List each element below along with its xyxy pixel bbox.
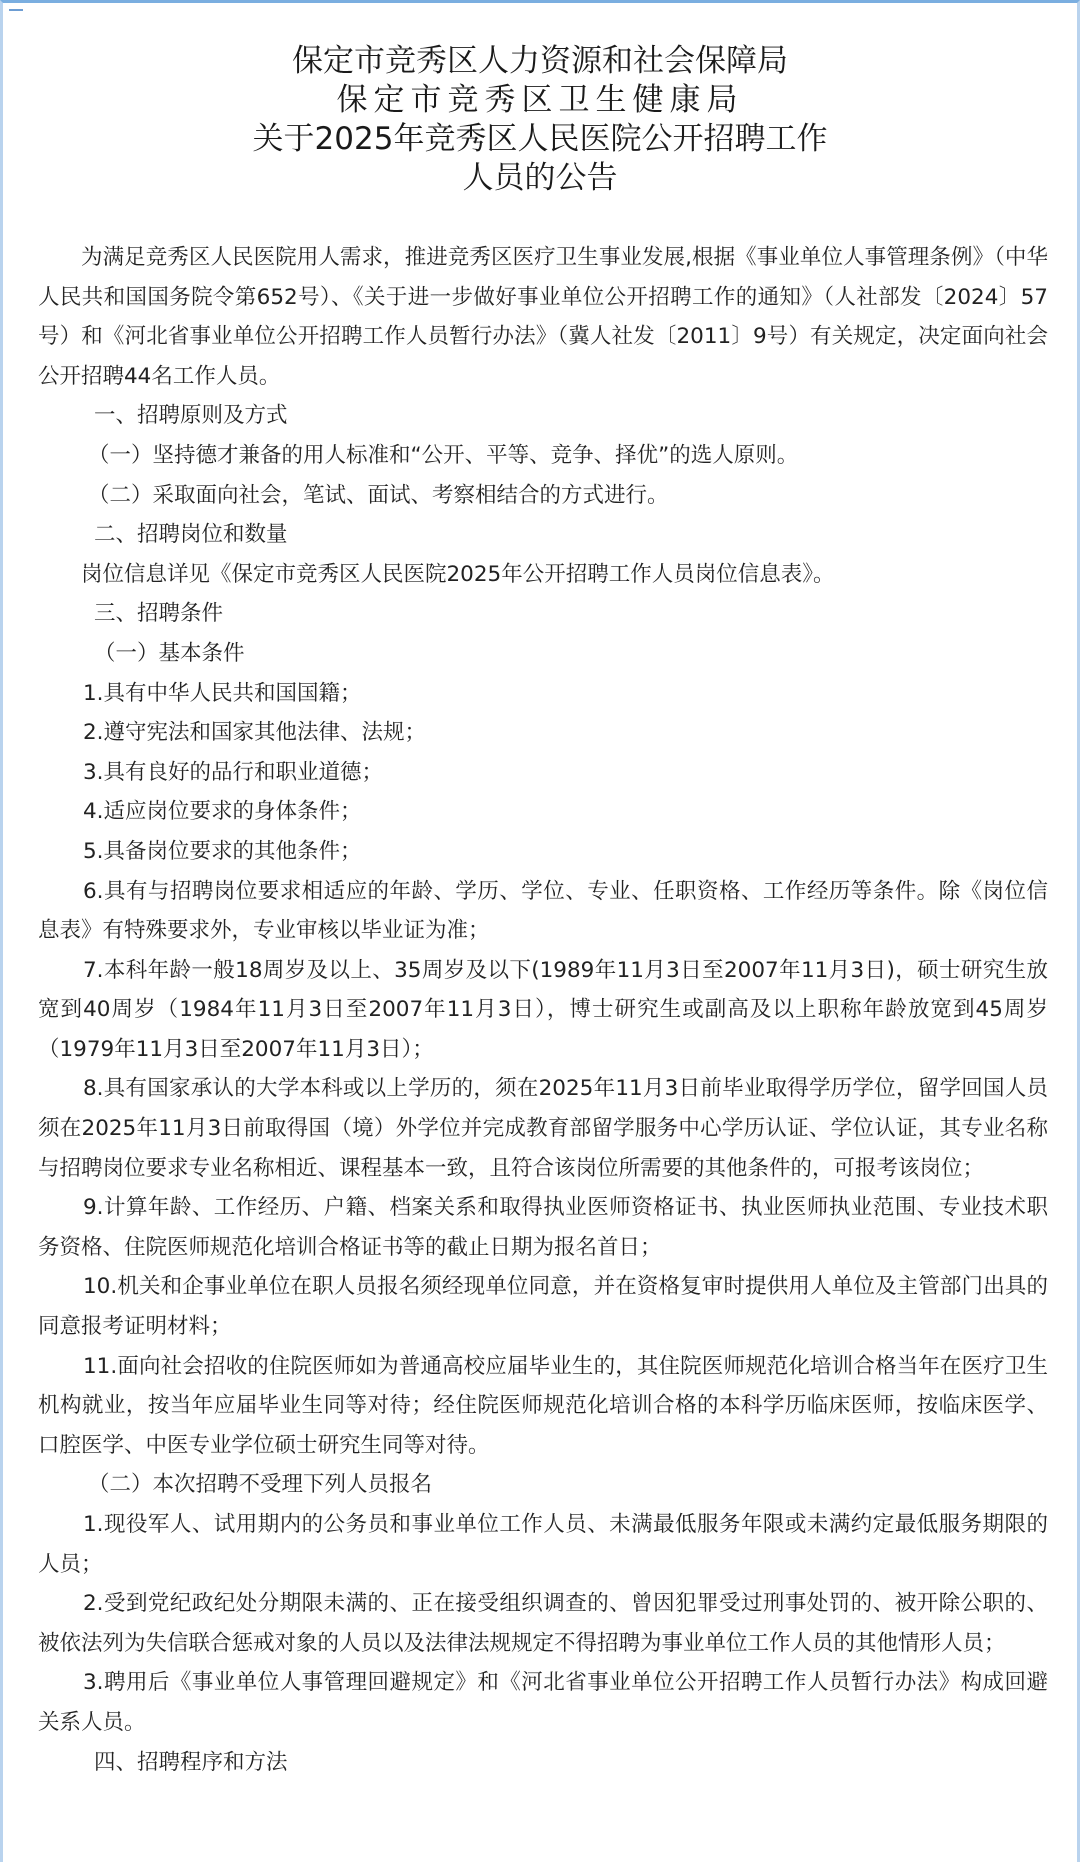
condition-item: 10.机关和企事业单位在职人员报名须经现单位同意，并在资格复审时提供用人单位及主管部门出具的同意报考证明材料； bbox=[38, 1274, 1048, 1340]
exclusion-item: 1.现役军人、试用期内的公务员和事业单位工作人员、未满最低服务年限或未满约定最低服务期限的人员； bbox=[38, 1512, 1048, 1577]
subsection-heading-exclusions: （二）本次招聘不受理下列人员报名 bbox=[88, 1472, 433, 1498]
principle-item: （二）采取面向社会，笔试、面试、考察相结合的方式进行。 bbox=[88, 482, 669, 508]
section-heading-conditions: 三、招聘条件 bbox=[94, 601, 224, 627]
condition-item: 7.本科年龄一般18周岁及以上、35周岁及以下(1989年11月3日至2007年11月3日)，硕士研究生放宽到40周岁（1984年11月3日至2007年11月3日），博士研究生或副高及以上职称年龄放宽到45周岁（1979年11月3日至2007年11月3日）； bbox=[38, 957, 1048, 1062]
condition-item: 3.具有良好的品行和职业道德； bbox=[83, 759, 384, 785]
condition-item: 9.计算年龄、工作经历、户籍、档案关系和取得执业医师资格证书、执业医师执业范围、专业技术职务资格、住院医师规范化培训合格证书等的截止日期为报名首日； bbox=[38, 1195, 1048, 1260]
title-line-issuer-hr: 保定市竞秀区人力资源和社会保障局 bbox=[292, 43, 788, 79]
subsection-heading-basic: （一）基本条件 bbox=[94, 640, 245, 666]
title-line-subject: 关于2025年竞秀区人民医院公开招聘工作 bbox=[252, 121, 828, 157]
condition-item: 11.面向社会招收的住院医师如为普通高校应届毕业生的，其住院医师规范化培训合格当年在医疗卫生机构就业，按当年应届毕业生同等对待；经住院医师规范化培训合格的本科学历临床医师，按临床医学、口腔医学、中医专业学位硕士研究生同等对待。 bbox=[38, 1353, 1048, 1458]
exclusion-item: 2.受到党纪政纪处分期限未满的、正在接受组织调查的、曾因犯罪受过刑事处罚的、被开除公职的、被依法列为失信联合惩戒对象的人员以及法律法规规定不得招聘为事业单位工作人员的其他情形人员； bbox=[38, 1591, 1048, 1656]
announcement-body bbox=[38, 238, 1048, 1782]
section-heading-procedure: 四、招聘程序和方法 bbox=[94, 1749, 288, 1775]
condition-item: 8.具有国家承认的大学本科或以上学历的，须在2025年11月3日前毕业取得学历学位，留学回国人员须在2025年11月3日前取得国（境）外学位并完成教育部留学服务中心学历认证、学位认证，其专业名称与招聘岗位要求专业名称相近、课程基本一致，且符合该岗位所需要的其他条件的，可报考该岗位； bbox=[38, 1076, 1048, 1181]
intro-paragraph: 为满足竞秀区人民医院用人需求，推进竞秀区医疗卫生事业发展,根据《事业单位人事管理条例》（中华人民共和国国务院令第652号）、《关于进一步做好事业单位公开招聘工作的通知》（人社部发〔2024〕57号）和《河北省事业单位公开招聘工作人员暂行办法》（冀人社发〔2011〕9号）有关规定，决定面向社会公开招聘44名工作人员。 bbox=[38, 245, 1048, 389]
exclusion-item: 3.聘用后《事业单位人事管理回避规定》和《河北省事业单位公开招聘工作人员暂行办法》构成回避关系人员。 bbox=[38, 1670, 1048, 1735]
announcement-title bbox=[0, 42, 1080, 198]
condition-item: 2.遵守宪法和国家其他法律、法规； bbox=[83, 720, 427, 746]
condition-item: 1.具有中华人民共和国国籍； bbox=[83, 680, 362, 706]
condition-item: 4.适应岗位要求的身体条件； bbox=[83, 799, 362, 825]
condition-item: 6.具有与招聘岗位要求相适应的年龄、学历、学位、专业、任职资格、工作经历等条件。除《岗位信息表》有特殊要求外，专业审核以毕业证为准； bbox=[38, 878, 1048, 944]
title-line-issuer-health: 保定市竞秀区卫生健康局 bbox=[336, 82, 744, 118]
principle-item: （一）坚持德才兼备的用人标准和“公开、平等、竞争、择优”的选人原则。 bbox=[88, 442, 799, 468]
section-heading-positions: 二、招聘岗位和数量 bbox=[94, 522, 288, 548]
condition-item: 5.具备岗位要求的其他条件； bbox=[83, 838, 362, 864]
positions-paragraph: 岗位信息详见《保定市竞秀区人民医院2025年公开招聘工作人员岗位信息表》。 bbox=[81, 561, 835, 587]
corner-mark bbox=[9, 3, 23, 11]
title-line-subject-end: 人员的公告 bbox=[462, 160, 618, 196]
section-heading-principles: 一、招聘原则及方式 bbox=[94, 403, 288, 429]
